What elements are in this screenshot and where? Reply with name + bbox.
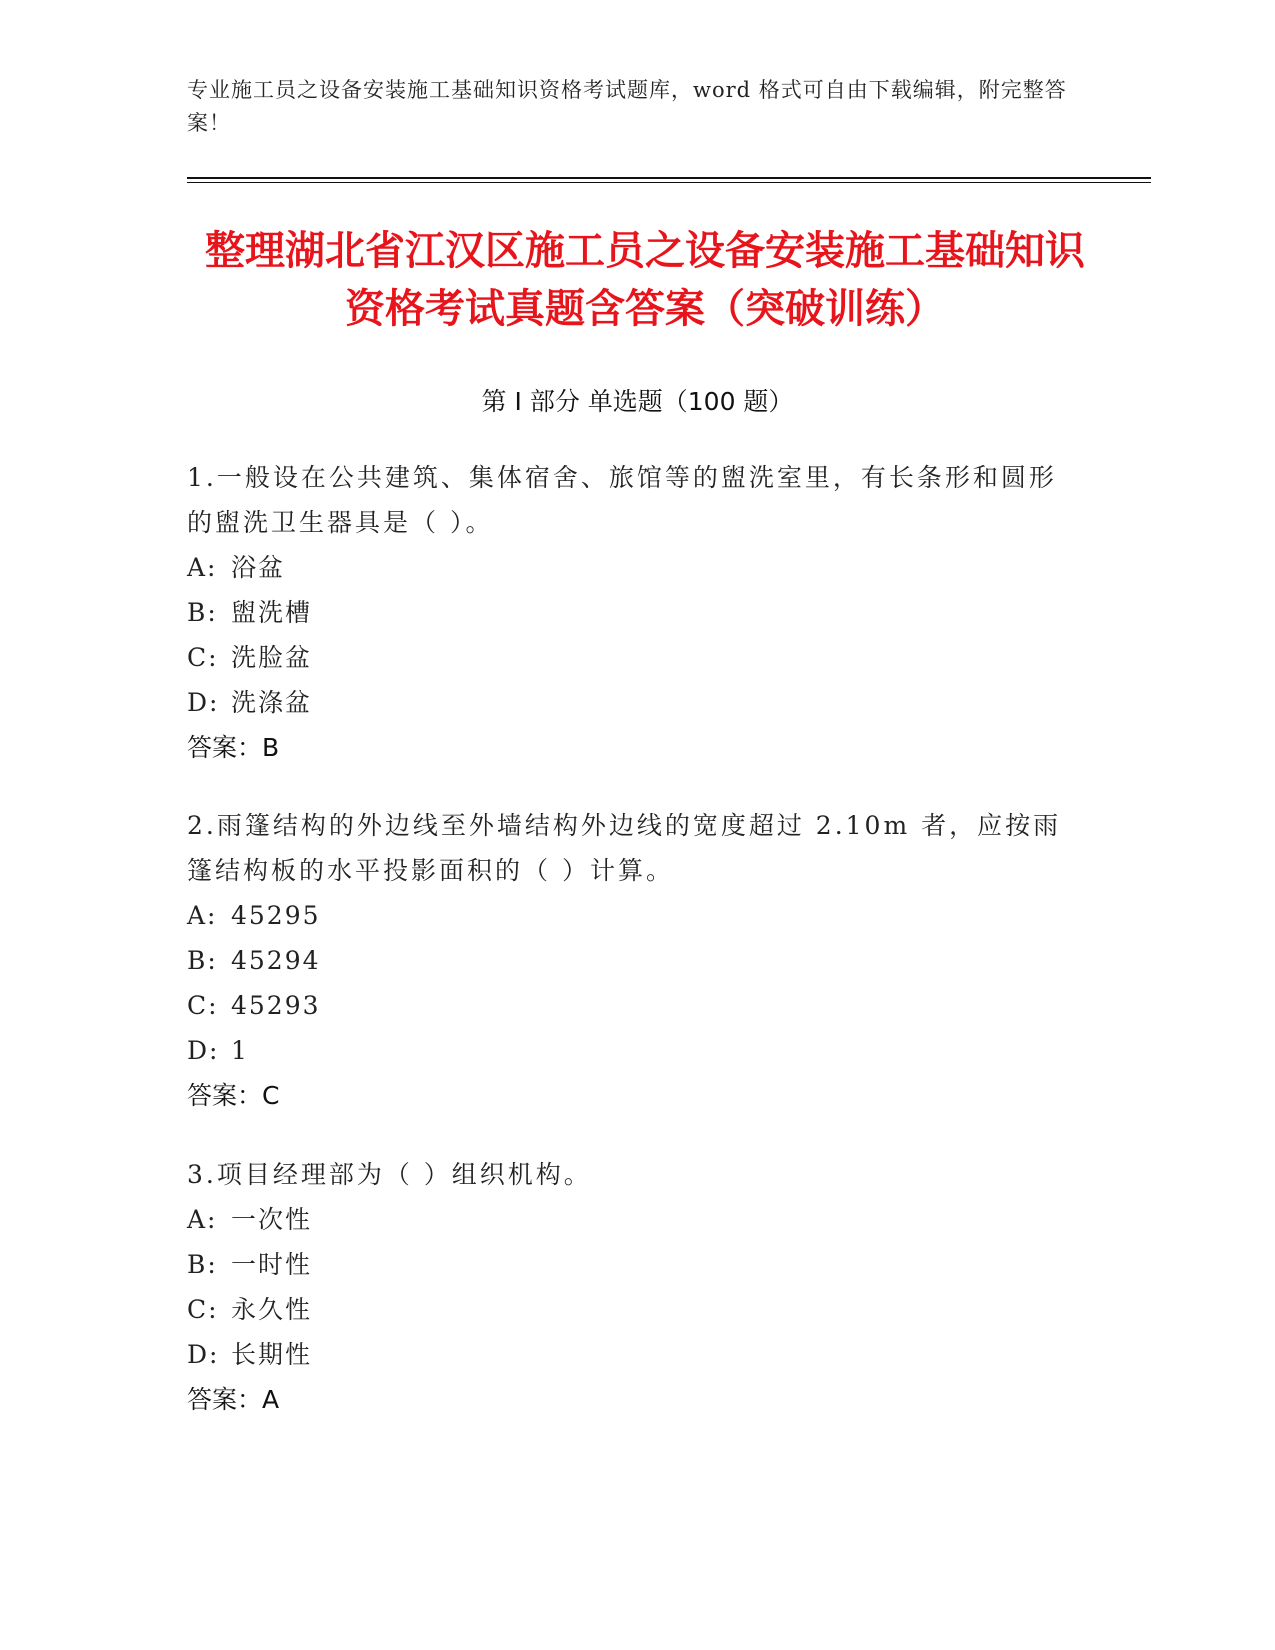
section-heading: 第 I 部分 单选题（100 题） bbox=[481, 387, 794, 416]
option-d bbox=[187, 1028, 1067, 1073]
option-text: 一时性 bbox=[231, 1250, 313, 1279]
option-text: 洗脸盆 bbox=[231, 643, 313, 672]
document-title: 整理湖北省江汉区施工员之设备安装施工基础知识资格考试真题含答案（突破训练） bbox=[205, 228, 1085, 332]
option-text: 长期性 bbox=[231, 1340, 313, 1369]
option-text: 洗涤盆 bbox=[231, 688, 313, 717]
option-text: 永久性 bbox=[231, 1295, 313, 1324]
answer-line bbox=[187, 1377, 1067, 1422]
answer-line bbox=[187, 725, 1067, 770]
option-text: 45294 bbox=[231, 946, 321, 975]
option-a bbox=[187, 1197, 1067, 1242]
option-a bbox=[187, 893, 1067, 938]
question-stem: 2.雨篷结构的外边线至外墙结构外边线的宽度超过 2.10m 者，应按雨篷结构板的水平投影面积的（ ）计算。 bbox=[187, 811, 1062, 885]
answer-prefix: 答案： bbox=[187, 1081, 263, 1110]
question-stem: 3.项目经理部为（ ）组织机构。 bbox=[187, 1160, 592, 1189]
answer-line bbox=[187, 1073, 1067, 1118]
option-d bbox=[187, 1332, 1067, 1377]
option-letter: B: bbox=[187, 598, 218, 627]
option-c bbox=[187, 635, 1067, 680]
option-text: 45295 bbox=[231, 901, 321, 930]
option-b bbox=[187, 938, 1067, 983]
option-letter: C: bbox=[187, 643, 219, 672]
option-a bbox=[187, 545, 1067, 590]
option-text: 1 bbox=[231, 1036, 249, 1065]
option-c bbox=[187, 983, 1067, 1028]
option-letter: B: bbox=[187, 946, 218, 975]
option-b bbox=[187, 1242, 1067, 1287]
option-text: 一次性 bbox=[231, 1205, 313, 1234]
answer-value: C bbox=[262, 1081, 280, 1110]
option-letter: D: bbox=[187, 688, 220, 717]
header-note: 专业施工员之设备安装施工基础知识资格考试题库，word 格式可自由下载编辑，附完整答案！ bbox=[187, 78, 1067, 135]
option-text: 45293 bbox=[231, 991, 321, 1020]
answer-prefix: 答案： bbox=[187, 1385, 263, 1414]
option-b bbox=[187, 590, 1067, 635]
option-letter: D: bbox=[187, 1340, 220, 1369]
header-divider-thick bbox=[187, 177, 1151, 179]
answer-value: B bbox=[262, 733, 280, 762]
header-divider-thin bbox=[187, 182, 1151, 183]
question-3 bbox=[187, 1152, 1067, 1422]
option-text: 盥洗槽 bbox=[231, 598, 313, 627]
option-letter: C: bbox=[187, 1295, 219, 1324]
option-c bbox=[187, 1287, 1067, 1332]
option-letter: A: bbox=[187, 553, 218, 582]
option-letter: C: bbox=[187, 991, 219, 1020]
answer-value: A bbox=[262, 1385, 280, 1414]
question-1 bbox=[187, 455, 1067, 770]
question-stem: 1.一般设在公共建筑、集体宿舍、旅馆等的盥洗室里，有长条形和圆形的盥洗卫生器具是（ ）。 bbox=[187, 463, 1057, 537]
option-text: 浴盆 bbox=[231, 553, 286, 582]
option-letter: B: bbox=[187, 1250, 218, 1279]
option-letter: D: bbox=[187, 1036, 220, 1065]
option-d bbox=[187, 680, 1067, 725]
question-2 bbox=[187, 803, 1067, 1118]
option-letter: A: bbox=[187, 1205, 218, 1234]
option-letter: A: bbox=[187, 901, 218, 930]
answer-prefix: 答案： bbox=[187, 733, 263, 762]
